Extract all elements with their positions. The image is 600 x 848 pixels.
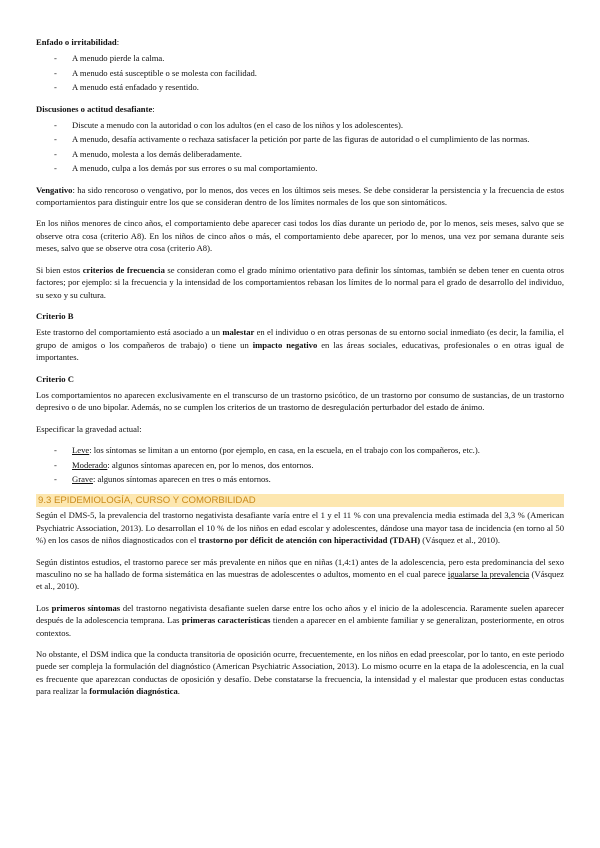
list-item: - A menudo pierde la calma. — [36, 52, 564, 64]
list-item: - Grave: algunos síntomas aparecen en tres o más entornos. — [36, 473, 564, 485]
dsm-paragraph: Según el DMS-5, la prevalencia del trastorno negativista desafiante varía entre el 1 y el 11 % con una prevalencia media estimada del 3,3 % (American Psychiatric Association, 2013). Lo desarrollan el 10 % de los niños en edad escolar y adolescentes, dándose una mayor tasa de incidencia (en torno al 50 %) en los casos de niños diagnosticados con el trastorno por déficit de atención con hiperactividad (TDAH) (Vásquez et al., 2010). — [36, 510, 564, 546]
criterio-c-heading: Criterio C — [36, 373, 74, 384]
criterio-b-paragraph: Este trastorno del comportamiento está asociado a un malestar en el individuo o en otras personas de su entorno social inmediato (es decir, la familia, el grupo de amigos o los compañeros de trabajo) o tiene un impacto negativo en las áreas sociales, educativas, profesionales o en otras igual de importantes. — [36, 327, 564, 363]
list-item: - Moderado: algunos síntomas aparecen en, por lo menos, dos entornos. — [36, 459, 564, 471]
menores-paragraph: En los niños menores de cinco años, el comportamiento debe aparecer casi todos los días durante un periodo de, por lo menos, seis meses, salvo que se observe otra cosa (criterio A8). En los niños de cinco años o más, el comportamiento debe aparecer, por lo menos, una vez por semana durante seis meses, salvo que se observe otra cosa (criterio A8). — [36, 218, 564, 254]
section-heading-bar — [36, 494, 564, 507]
section-title: 9.3 EPIDEMIOLOGÍA, CURSO Y COMORBILIDAD — [38, 495, 256, 507]
no-obstante-paragraph: No obstante, el DSM indica que la conducta transitoria de oposición ocurre, frecuentemente, en los niños en edad preescolar, por lo tanto, en este periodo puede ser compleja la formulación del diagnóstico (American Psychiatric Association, 2013). Lo mismo ocurre en la etapa de la adolescencia, en la cual es frecuente que aparezcan conductas de oposición y desafío. Debe constatarse la frecuencia, la intensidad y el malestar que producen estas conductas para realizar la formulación diagnóstica. — [36, 649, 564, 697]
list-item: - A menudo, desafía activamente o rechaza satisfacer la petición por parte de las figuras de autoridad o el cumplimiento de las normas. — [36, 133, 564, 145]
list-item: - A menudo, culpa a los demás por sus errores o su mal comportamiento. — [36, 162, 564, 174]
gravedad-intro: Especificar la gravedad actual: — [36, 423, 142, 434]
document-page — [36, 36, 564, 707]
primeros-sintomas-paragraph: Los primeros síntomas del trastorno negativista desafiante suelen darse entre los ocho años y el inicio de la adolescencia. Raramente suelen aparecer después de la adolescencia temprana. Las primeras características tienden a aparecer en el ambiente familiar y se generalizan, posteriormente, en otros contextos. — [36, 602, 565, 638]
criterio-b-heading: Criterio B — [36, 310, 74, 321]
criterio-c-paragraph: Los comportamientos no aparecen exclusivamente en el transcurso de un trastorno psicótico, de un trastorno por consumo de sustancias, de un trastorno depresivo o de uno bipolar. Además, no se cumplen los criterios de un trastorno de desregulación perturbador del estado de ánimo. — [36, 389, 564, 413]
vengativo-paragraph: Vengativo: ha sido rencoroso o vengativo, por lo menos, dos veces en los últimos seis meses. Se debe considerar la persistencia y la frecuencia de estos comportamientos para distinguir entre los que se consideran dentro de los límites normales de los que son sintomáticos. — [36, 184, 564, 208]
enfado-heading: Enfado o irritabilidad: — [36, 37, 120, 47]
gravedad-list — [36, 444, 564, 485]
enfado-list — [36, 52, 564, 93]
list-item: - A menudo, molesta a los demás deliberadamente. — [36, 148, 564, 160]
discusiones-list — [36, 119, 564, 175]
criterios-paragraph: Si bien estos criterios de frecuencia se consideran como el grado mínimo orientativo para definir los síntomas, también se deben tener en cuenta otros factores; por ejemplo: si la frecuencia y la intensidad de los comportamientos rebasan los límites de lo normal para el grado de desarrollo del individuo, su sexo y su cultura. — [36, 264, 564, 300]
list-item: - A menudo está susceptible o se molesta con facilidad. — [36, 67, 564, 79]
list-item: - Discute a menudo con la autoridad o con los adultos (en el caso de los niños y los adolescentes). — [36, 119, 564, 131]
estudios-paragraph: Según distintos estudios, el trastorno parece ser más prevalente en niños que en niñas (1,4:1) antes de la adolescencia, pero esta predominancia del sexo masculino no se ha hallado de forma sistemática en las muestras de adolescentes o adultos, momento en el cual parece igualarse la prevalencia (Vásquez et al., 2010). — [36, 556, 564, 592]
list-item: - A menudo está enfadado y resentido. — [36, 81, 564, 93]
discusiones-heading: Discusiones o actitud desafiante: — [36, 103, 155, 114]
list-item: - Leve: los síntomas se limitan a un entorno (por ejemplo, en casa, en la escuela, en el trabajo con los compañeros, etc.). — [36, 444, 564, 456]
